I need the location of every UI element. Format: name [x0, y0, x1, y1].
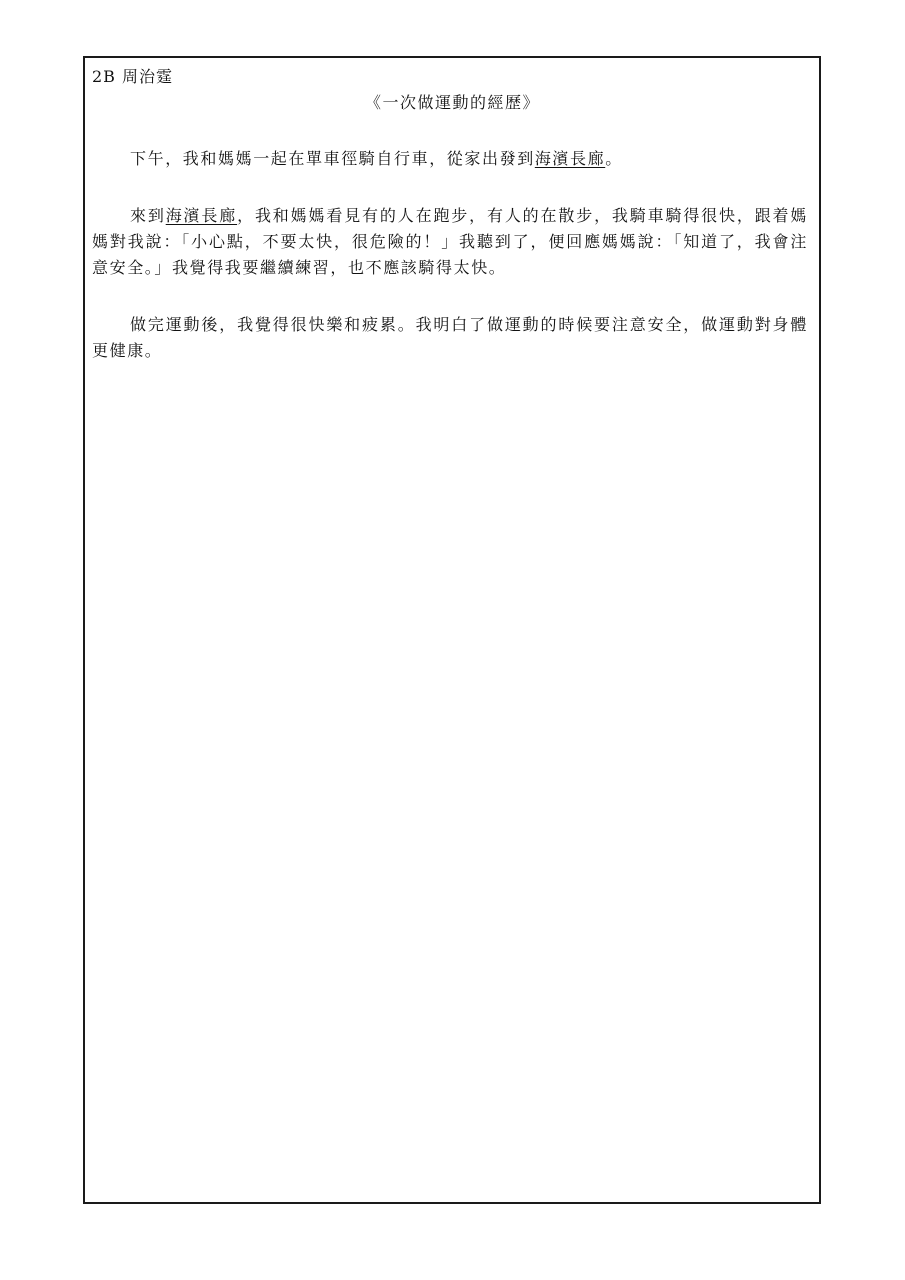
student-name: 2B 周治霆 [92, 67, 174, 86]
paragraph-1 [92, 146, 808, 172]
paragraph-2-text-start: 來到 [130, 206, 166, 225]
paragraph-2 [92, 203, 808, 281]
paragraph-3: 做完運動後，我覺得很快樂和疲累。我明白了做運動的時候要注意安全，做運動對身體更健康。 [92, 315, 808, 360]
place-name-underlined: 海濱長廊 [165, 206, 238, 225]
essay-title: 《一次做運動的經歷》 [364, 93, 540, 112]
place-name-underlined: 海濱長廊 [534, 149, 606, 168]
paragraph-1-text-start: 下午，我和媽媽一起在單車徑騎自行車，從家出發到 [130, 149, 535, 168]
paragraph-2-text-end: ，我和媽媽看見有的人在跑步，有人的在散步，我騎車騎得很快，跟着媽媽對我說：「小心點，不要太快，很危險的！」我聽到了，便回應媽媽說：「知道了，我會注意安全。」我覺得我要繼續練習，也不應該騎得太快。 [92, 206, 809, 277]
paragraph-1-text-end: 。 [605, 149, 623, 168]
